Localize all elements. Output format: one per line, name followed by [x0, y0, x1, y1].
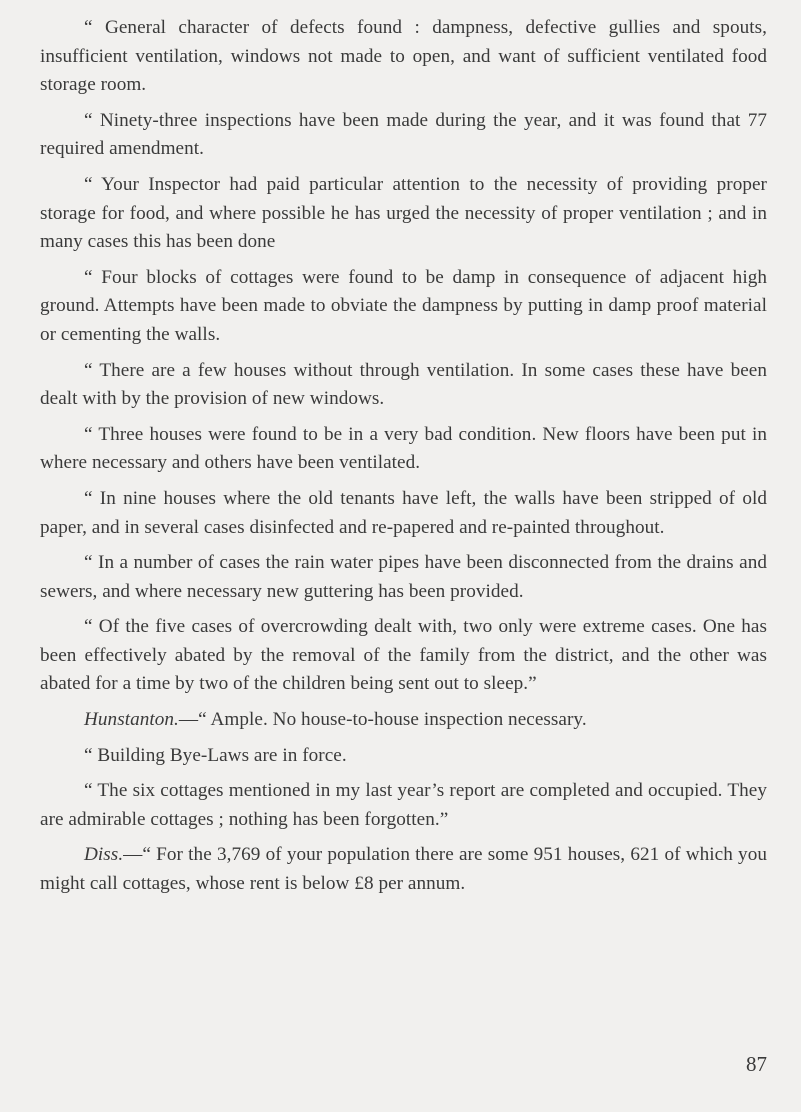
paragraph-text: “ The six cottages mentioned in my last year’s report are completed and occupied. They are admirable cottages ; nothing has been forgotten.” — [40, 780, 767, 830]
paragraph-text: “ Your Inspector had paid particular attention to the necessity of providing proper storage for food, and where possible he has urged the necessity of proper ventilation ; and in many cases this has been done — [40, 173, 767, 253]
paragraph-text: “ Building Bye-Laws are in force. — [84, 744, 347, 766]
paragraph-text: —“ For the 3,769 of your population there are some 951 houses, 621 of which you might call cottages, whose rent is below £8 per annum. — [40, 844, 767, 895]
paragraph-rain-water-pipes — [40, 549, 767, 606]
paragraph-text: “ There are a few houses without through ventilation. In some cases these have been dealt with by the provision of new windows. — [40, 359, 767, 410]
paragraph-text: “ Four blocks of cottages were found to be damp in consequence of adjacent high ground. Attempts have been made to obviate the dampness by putting in damp proof material or cementing the walls. — [40, 266, 767, 345]
paragraph-overcrowding — [40, 613, 767, 699]
paragraph-text: “ In nine houses where the old tenants have left, the walls have been stripped of old paper, and in several cases disinfected and re-papered and re-painted throughout. — [40, 487, 767, 538]
paragraph-food-storage — [40, 171, 767, 257]
paragraph-hunstanton — [40, 706, 767, 735]
paragraph-diss — [40, 841, 767, 898]
paragraph-text: “ Three houses were found to be in a very bad condition. New floors have been put in where necessary and others have been ventilated. — [40, 423, 767, 474]
paragraph-text: “ In a number of cases the rain water pipes have been disconnected from the drains and sewers, and where necessary new guttering has been provided. — [40, 552, 767, 602]
paragraph-defects — [40, 14, 767, 100]
paragraph-six-cottages — [40, 777, 767, 834]
paragraph-stripped-walls — [40, 485, 767, 542]
paragraph-text: —“ Ample. No house-to-house inspection necessary. — [178, 709, 587, 731]
place-name: Hunstanton. — [84, 709, 179, 731]
paragraph-inspections — [40, 107, 767, 164]
paragraph-text: “ Ninety-three inspections have been made during the year, and it was found that 77 required amendment. — [40, 109, 767, 160]
paragraph-bad-condition — [40, 421, 767, 478]
page-number: 87 — [746, 1052, 767, 1076]
document-page — [40, 14, 767, 906]
paragraph-text: “ Of the five cases of overcrowding dealt with, two only were extreme cases. One has been effectively abated by the removal of the family from the district, and the other was abated for a time by two of the children being sent out to sleep.” — [40, 616, 767, 695]
paragraph-ventilation — [40, 357, 767, 414]
place-name: Diss. — [84, 844, 124, 866]
paragraph-bye-laws — [40, 742, 767, 771]
paragraph-damp-cottages — [40, 264, 767, 350]
paragraph-text: “ General character of defects found : dampness, defective gullies and spouts, insufficient ventilation, windows not made to open, and want of sufficient ventilated food storage room. — [40, 17, 767, 96]
